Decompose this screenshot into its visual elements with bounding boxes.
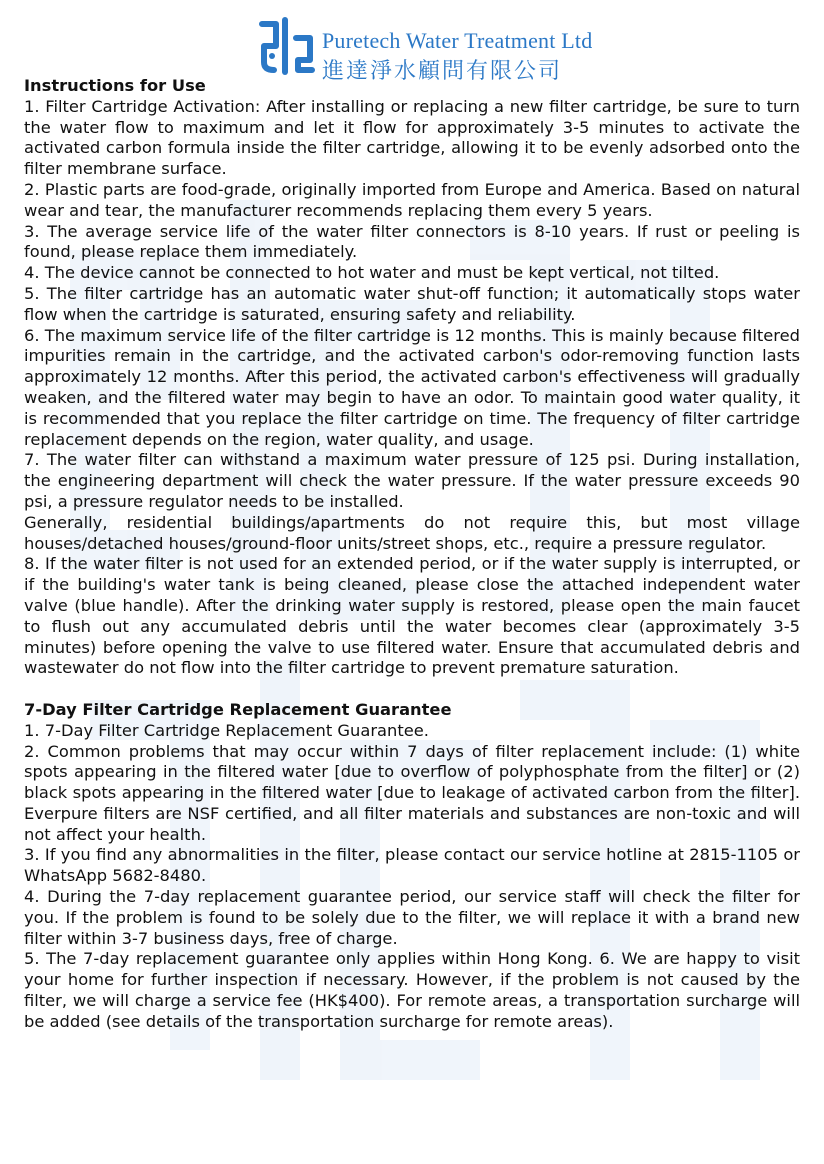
guarantee-item: 2. Common problems that may occur within 7 days of filter replacement include: (1) white spots appearing in the filtered water [due to overflow of polyphosphate from the filter] or (2) black spots appearing in the filtered water [due to leakage of activated carbon from the filter]. Everpure filters are NSF certified, and all filter materials and substances are non-toxic and will not affect your health. xyxy=(24,741,800,844)
instruction-item: 4. The device cannot be connected to hot water and must be kept vertical, not tilted. xyxy=(24,263,720,283)
instruction-item: 3. The average service life of the water filter connectors is 8-10 years. If rust or peeling is found, please replace them immediately. xyxy=(24,221,800,262)
instruction-item: 7. The water filter can withstand a maximum water pressure of 125 psi. During installation, the engineering department will check the water pressure. If the water pressure exceeds 90 psi, a pressure regulator needs to be installed. xyxy=(24,450,800,511)
guarantee-item: 4. During the 7-day replacement guarantee period, our service staff will check the filter for you. If the problem is found to be solely due to the filter, we will replace it with a brand new filter within 3-7 business days, free of charge. xyxy=(24,887,800,948)
water-drop-logo-icon xyxy=(256,16,318,78)
guarantee-heading: 7-Day Filter Cartridge Replacement Guarantee xyxy=(24,699,452,719)
instruction-item: 2. Plastic parts are food-grade, originally imported from Europe and America. Based on natural wear and tear, the manufacturer recommends replacing them every 5 years. xyxy=(24,179,800,220)
instruction-item: 6. The maximum service life of the filter cartridge is 12 months. This is mainly because filtered impurities remain in the cartridge, and the activated carbon's odor-removing function lasts approximately 12 months. After this period, the activated carbon's effectiveness will gradually weaken, and the filtered water may begin to have an odor. To maintain good water quality, it is recommended that you replace the filter cartridge on time. The frequency of filter cartridge replacement depends on the region, water quality, and usage. xyxy=(24,325,800,449)
guarantee-item: 1. 7-Day Filter Cartridge Replacement Guarantee. xyxy=(24,720,429,740)
company-name-english: Puretech Water Treatment Ltd xyxy=(322,28,593,53)
instruction-item: 1. Filter Cartridge Activation: After installing or replacing a new filter cartridge, be sure to turn the water flow to maximum and let it flow for approximately 3-5 minutes to activate the activated carbon formula inside the filter cartridge, allowing it to be evenly adsorbed onto the filter membrane surface. xyxy=(24,96,800,179)
guarantee-item: 5. The 7-day replacement guarantee only applies within Hong Kong. 6. We are happy to visit your home for further inspection if necessary. However, if the problem is not caused by the filter, we will charge a service fee (HK$400). For remote areas, a transportation surcharge will be added (see details of the transportation surcharge for remote areas). xyxy=(24,949,800,1031)
instruction-item: 5. The filter cartridge has an automatic water shut-off function; it automatically stops water flow when the cartridge is saturated, ensuring safety and reliability. xyxy=(24,283,800,324)
instructions-heading: Instructions for Use xyxy=(24,76,206,95)
company-name-chinese: 進達淨水顧問有限公司 xyxy=(322,59,563,84)
instruction-item: 8. If the water filter is not used for an extended period, or if the water supply is interrupted, or if the building's water tank is being cleaned, please close the attached independent water valve (blue handle). After the drinking water supply is restored, please open the main faucet to flush out any accumulated debris until the water becomes clear (approximately 3-5 minutes) before opening the valve to use filtered water. Ensure that accumulated debris and wastewater do not flow into the filter cartridge to prevent premature saturation. xyxy=(24,554,800,678)
section-spacer xyxy=(24,679,800,700)
letterhead xyxy=(0,10,824,84)
document-body xyxy=(24,76,800,1033)
instruction-item: Generally, residential buildings/apartments do not require this, but most village houses/detached houses/ground-floor units/street shops, etc., require a pressure regulator. xyxy=(24,512,800,553)
guarantee-item: 3. If you find any abnormalities in the filter, please contact our service hotline at 2815-1105 or WhatsApp 5682-8480. xyxy=(24,845,800,886)
